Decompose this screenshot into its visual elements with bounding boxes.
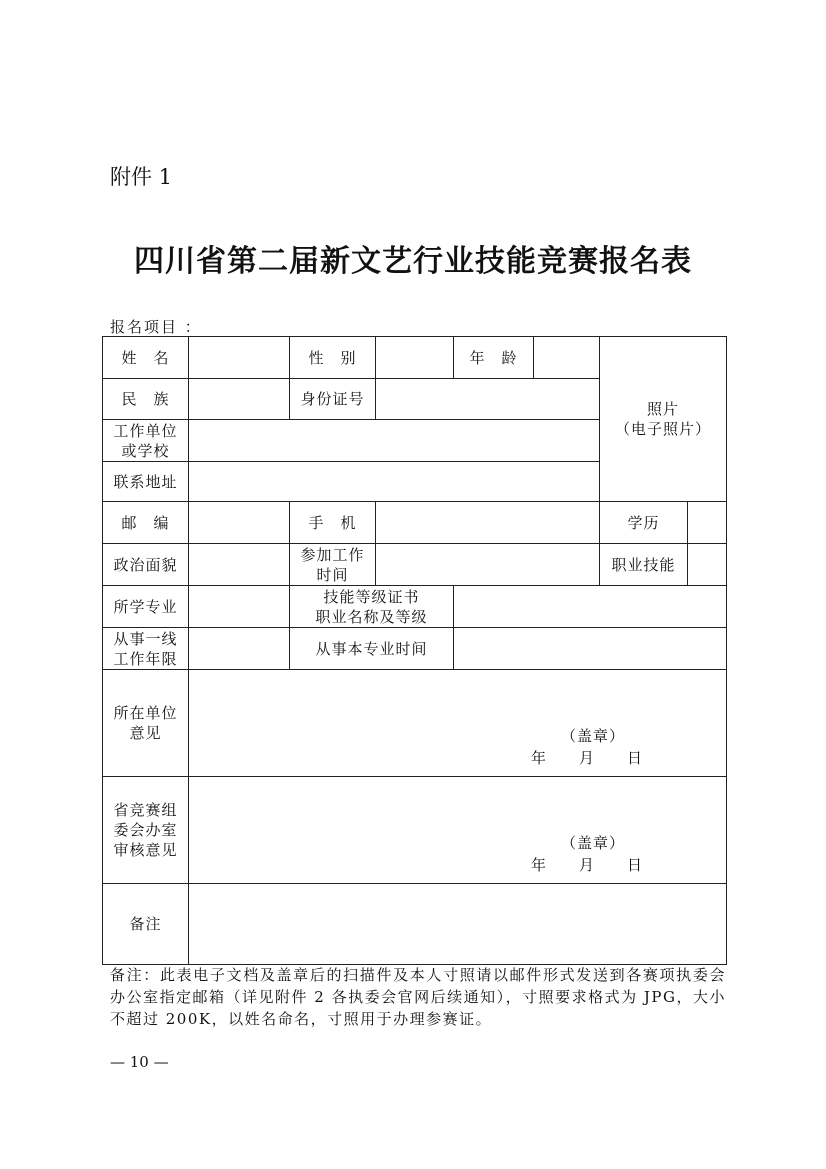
committee-seal-area [189,777,726,883]
education-field[interactable] [688,502,727,544]
certificate-field[interactable] [454,586,727,628]
gender-label: 性 别 [290,337,376,379]
specialty-time-label: 从事本专业时间 [290,628,454,670]
vocational-skill-label: 职业技能 [600,544,688,586]
unit-seal-area [189,670,726,776]
mobile-label: 手 机 [290,502,376,544]
name-field[interactable] [189,337,290,379]
unit-opinion-label-line2: 意见 [129,724,162,742]
work-start-field[interactable] [376,544,600,586]
unit-opinion-label [103,670,189,777]
footnote: 备注：此表电子文档及盖章后的扫描件及本人寸照请以邮件形式发送到各赛项执委会办公室指定邮箱（详见附件 2 各执委会官网后续通知），寸照要求格式为 JPG，大小不超过 200K，以姓名命名，寸照用于办理参赛证。 [110,966,726,1028]
political-field[interactable] [189,544,290,586]
ethnicity-field[interactable] [189,379,290,420]
committee-opinion-field[interactable] [189,777,727,884]
committee-seal-label: （盖章） [561,834,626,852]
address-label: 联系地址 [103,462,189,502]
postcode-field[interactable] [189,502,290,544]
photo-box[interactable] [600,337,727,502]
education-label: 学历 [600,502,688,544]
workplace-label-line2: 或学校 [121,441,170,460]
project-label: 报名项目 ： [110,318,202,336]
unit-date-label: 年 月 日 [531,749,644,767]
committee-date-label: 年 月 日 [531,856,644,874]
frontline-years-field[interactable] [189,628,290,670]
work-start-label-line2: 时间 [316,565,349,584]
ethnicity-label: 民 族 [103,379,189,420]
id-number-label: 身份证号 [290,379,376,420]
certificate-label-line2: 职业名称及等级 [315,607,428,626]
work-start-label-line1: 参加工作 [300,545,365,564]
unit-opinion-label-line1: 所在单位 [113,704,178,722]
committee-opinion-label [103,777,189,884]
frontline-years-label [103,628,189,670]
unit-opinion-field[interactable] [189,670,727,777]
form-title: 四川省第二届新文艺行业技能竞赛报名表 [134,244,692,279]
registration-form-table [102,336,727,965]
photo-label: 照片 [647,400,680,418]
remarks-field[interactable] [189,884,727,965]
committee-opinion-label-line3: 审核意见 [113,841,178,859]
frontline-years-label-line2: 工作年限 [113,649,178,668]
postcode-label: 邮 编 [103,502,189,544]
gender-field[interactable] [376,337,454,379]
workplace-label [103,420,189,462]
certificate-label [290,586,454,628]
remarks-label: 备注 [103,884,189,965]
political-label: 政治面貌 [103,544,189,586]
photo-sub-label: （电子照片） [615,420,712,438]
committee-opinion-label-line1: 省竞赛组 [113,801,178,819]
id-number-field[interactable] [376,379,600,420]
address-field[interactable] [189,462,600,502]
vocational-skill-field[interactable] [688,544,727,586]
unit-seal-label: （盖章） [561,727,626,745]
work-start-label [290,544,376,586]
committee-opinion-label-line2: 委会办室 [113,821,178,839]
age-label: 年 龄 [454,337,534,379]
workplace-field[interactable] [189,420,600,462]
major-label: 所学专业 [103,586,189,628]
name-label: 姓 名 [103,337,189,379]
page-number: — 10 — [110,1053,169,1071]
specialty-time-field[interactable] [454,628,727,670]
major-field[interactable] [189,586,290,628]
certificate-label-line1: 技能等级证书 [323,587,420,606]
workplace-label-line1: 工作单位 [113,421,178,440]
age-field[interactable] [534,337,600,379]
frontline-years-label-line1: 从事一线 [113,629,178,648]
attachment-label: 附件 1 [110,165,173,189]
mobile-field[interactable] [376,502,600,544]
